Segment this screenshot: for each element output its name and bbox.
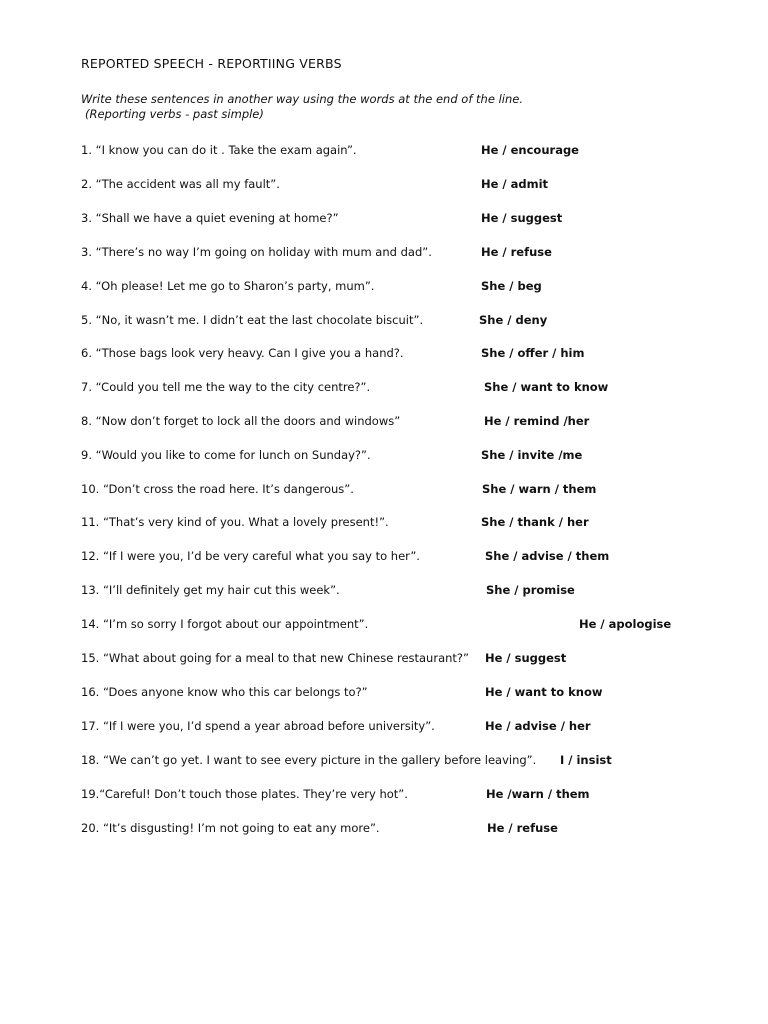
item-sentence: 6. “Those bags look very heavy. Can I give you a hand?.	[81, 346, 404, 360]
item-prompt: She / thank / her	[481, 515, 589, 529]
item-sentence: 15. “What about going for a meal to that new Chinese restaurant?”	[81, 651, 469, 665]
item-prompt: He / remind /her	[484, 414, 590, 428]
item-sentence: 20. “It’s disgusting! I’m not going to eat any more”.	[81, 821, 380, 835]
exercise-item	[81, 211, 701, 229]
exercise-item	[81, 245, 701, 263]
exercise-item	[81, 719, 701, 737]
item-sentence: 12. “If I were you, I’d be very careful what you say to her”.	[81, 549, 420, 563]
item-prompt: She / offer / him	[481, 346, 585, 360]
item-prompt: He / apologise	[579, 617, 672, 631]
exercise-item	[81, 414, 701, 432]
item-prompt: She / deny	[479, 313, 548, 327]
item-prompt: She / beg	[481, 279, 542, 293]
exercise-item	[81, 549, 701, 567]
item-sentence: 16. “Does anyone know who this car belongs to?”	[81, 685, 368, 699]
exercise-item	[81, 583, 701, 601]
exercise-item	[81, 380, 701, 398]
item-prompt: He /warn / them	[486, 787, 590, 801]
instruction-line: Write these sentences in another way using the words at the end of the line.	[81, 92, 523, 106]
item-prompt: He / advise / her	[485, 719, 591, 733]
item-prompt: I / insist	[560, 753, 612, 767]
item-sentence: 14. “I’m so sorry I forgot about our appointment”.	[81, 617, 369, 631]
item-sentence: 5. “No, it wasn’t me. I didn’t eat the last chocolate biscuit”.	[81, 313, 424, 327]
exercise-item	[81, 787, 701, 805]
item-prompt: He / refuse	[481, 245, 552, 259]
item-prompt: She / promise	[486, 583, 575, 597]
exercise-item	[81, 515, 701, 533]
exercise-item	[81, 279, 701, 297]
item-prompt: He / want to know	[485, 685, 603, 699]
exercise-item	[81, 346, 701, 364]
item-sentence: 9. “Would you like to come for lunch on Sunday?”.	[81, 448, 371, 462]
item-prompt: She / advise / them	[485, 549, 610, 563]
item-sentence: 13. “I’ll definitely get my hair cut this week”.	[81, 583, 340, 597]
exercise-item	[81, 821, 701, 839]
item-prompt: He / refuse	[487, 821, 558, 835]
exercise-item	[81, 143, 701, 161]
item-prompt: She / want to know	[484, 380, 609, 394]
item-sentence: 4. “Oh please! Let me go to Sharon’s party, mum”.	[81, 279, 375, 293]
exercise-item	[81, 617, 701, 635]
exercise-item	[81, 448, 701, 466]
exercise-item	[81, 685, 701, 703]
instruction-note: (Reporting verbs - past simple)	[85, 107, 264, 121]
exercise-item	[81, 753, 701, 771]
item-prompt: She / warn / them	[482, 482, 597, 496]
exercise-item	[81, 313, 701, 331]
item-sentence: 8. “Now don’t forget to lock all the doors and windows”	[81, 414, 401, 428]
item-prompt: She / invite /me	[481, 448, 583, 462]
item-sentence: 1. “I know you can do it . Take the exam again”.	[81, 143, 357, 157]
item-sentence: 2. “The accident was all my fault”.	[81, 177, 280, 191]
item-prompt: He / suggest	[481, 211, 563, 225]
item-sentence: 7. “Could you tell me the way to the city centre?”.	[81, 380, 371, 394]
item-sentence: 19.“Careful! Don’t touch those plates. They’re very hot”.	[81, 787, 408, 801]
exercise-item	[81, 177, 701, 195]
item-sentence: 3. “Shall we have a quiet evening at home?”	[81, 211, 339, 225]
item-sentence: 3. “There’s no way I’m going on holiday with mum and dad”.	[81, 245, 432, 259]
item-prompt: He / encourage	[481, 143, 579, 157]
exercise-item	[81, 651, 701, 669]
page-title: REPORTED SPEECH - REPORTIING VERBS	[81, 56, 342, 71]
instructions	[81, 92, 523, 122]
item-sentence: 17. “If I were you, I’d spend a year abroad before university”.	[81, 719, 435, 733]
item-sentence: 11. “That’s very kind of you. What a lovely present!”.	[81, 515, 389, 529]
item-sentence: 18. “We can’t go yet. I want to see every picture in the gallery before leaving”.	[81, 753, 537, 767]
item-prompt: He / admit	[481, 177, 549, 191]
exercise-item	[81, 482, 701, 500]
item-prompt: He / suggest	[485, 651, 567, 665]
item-sentence: 10. “Don’t cross the road here. It’s dangerous”.	[81, 482, 354, 496]
